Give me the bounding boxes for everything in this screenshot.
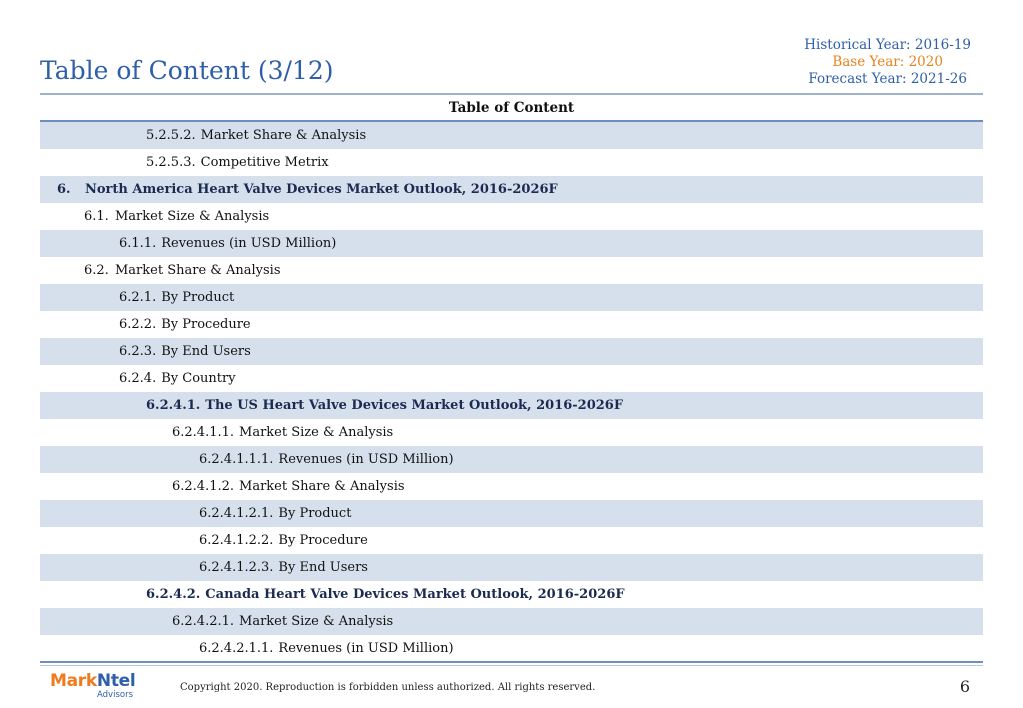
toc-row [40,392,983,419]
toc-row-text: Market Share & Analysis [200,128,367,143]
toc-row-number: 6. [57,182,71,197]
footer-divider-thin [40,665,983,666]
toc-row [40,284,983,311]
toc-row [40,608,983,635]
toc-row-text: North America Heart Valve Devices Market Outlook, 2016-2026F [85,182,558,197]
toc-row-text: Revenues (in USD Million) [161,236,337,251]
logo-subtitle: Advisors [97,690,134,700]
toc-row [40,203,983,230]
toc-row-text: The US Heart Valve Devices Market Outlook, 2016-2026F [205,398,624,413]
historical-year: Historical Year: 2016-19 [804,37,971,53]
toc-row-text: Revenues (in USD Million) [278,641,454,656]
toc-row-number: 6.2.1. [119,290,157,305]
base-year: Base Year: 2020 [832,54,943,70]
copyright-notice: Copyright 2020. Reproduction is forbidden unless authorized. All rights reserved. [180,682,596,693]
toc-row [40,257,983,284]
toc-row [40,176,983,203]
toc-row-number: 6.2.4.1.2. [172,479,235,494]
toc-row-text: Market Size & Analysis [239,614,394,629]
header-divider [40,93,983,95]
toc-row [40,554,983,581]
toc-row-number: 6.2.4.2.1. [172,614,235,629]
page-title: Table of Content (3/12) [40,56,334,85]
forecast-year: Forecast Year: 2021-26 [808,71,967,87]
toc-row-text: Market Size & Analysis [115,209,270,224]
toc-row-text: By Procedure [161,317,251,332]
toc-row-number: 6.2.2. [119,317,157,332]
toc-row-number: 5.2.5.3. [146,155,196,170]
footer-divider [40,661,983,663]
toc-row-number: 6.2.4.1.1. [172,425,235,440]
toc-row-number: 6.2.4. [119,371,157,386]
toc-row-number: 6.1.1. [119,236,157,251]
toc-row [40,635,983,662]
logo-wordmark: MarkNtel [50,671,136,691]
toc-row-number: 6.2. [84,263,109,278]
toc-row-number: 6.2.4.1.2.3. [199,560,274,575]
toc-row [40,311,983,338]
toc-row-number: 6.2.4.1.2.2. [199,533,274,548]
toc-row-number: 6.2.4.1. [146,398,201,413]
marknetel-logo [50,671,140,705]
toc-list [40,122,983,662]
toc-row [40,149,983,176]
toc-row-text: Market Share & Analysis [239,479,405,494]
toc-row [40,500,983,527]
toc-row-number: 6.2.4.1.1.1. [199,452,274,467]
year-info [804,37,971,88]
toc-row [40,473,983,500]
toc-row-number: 6.2.4.2.1.1. [199,641,274,656]
toc-row-text: Market Share & Analysis [115,263,281,278]
toc-row-number: 6.1. [84,209,109,224]
toc-row-number: 6.2.4.1.2.1. [199,506,274,521]
toc-row-number: 5.2.5.2. [146,128,196,143]
toc-row-text: By Product [161,290,235,305]
toc-row-text: Market Size & Analysis [239,425,394,440]
toc-row-text: Revenues (in USD Million) [278,452,454,467]
toc-row-text: By Product [278,506,352,521]
toc-heading: Table of Content [40,97,983,122]
toc-row-text: By Procedure [278,533,368,548]
toc-row-text: By Country [161,371,236,386]
toc-row [40,446,983,473]
toc-row [40,581,983,608]
toc-row-text: Competitive Metrix [200,155,329,170]
toc-row [40,365,983,392]
toc-row-text: By End Users [278,560,368,575]
toc-row [40,338,983,365]
toc-row [40,122,983,149]
toc-row [40,419,983,446]
toc-row [40,527,983,554]
page-number: 6 [959,677,970,696]
toc-row-number: 6.2.3. [119,344,157,359]
toc-row [40,230,983,257]
toc-row-text: Canada Heart Valve Devices Market Outlook, 2016-2026F [205,587,625,602]
toc-row-number: 6.2.4.2. [146,587,201,602]
toc-row-text: By End Users [161,344,251,359]
